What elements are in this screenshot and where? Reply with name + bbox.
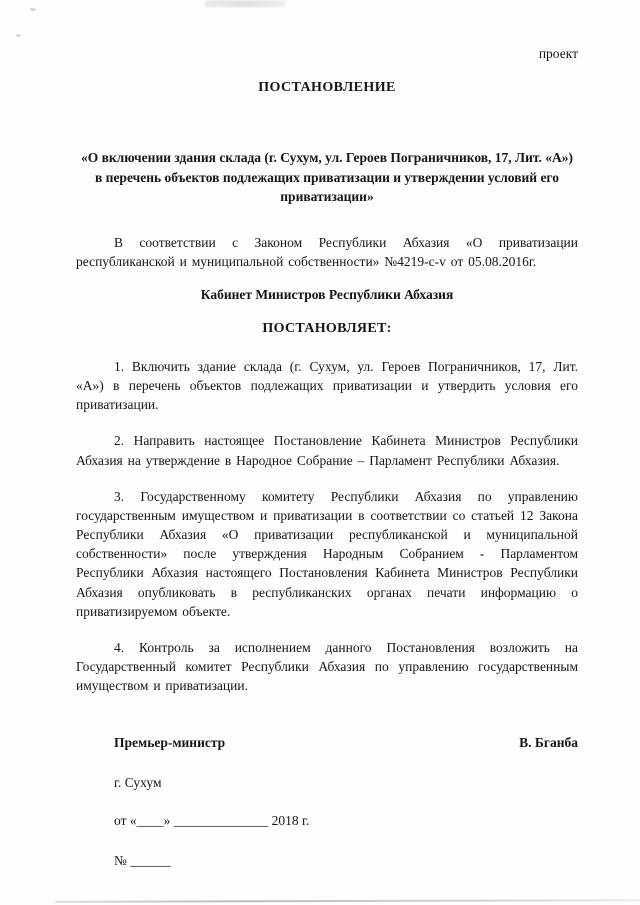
authority-line: Кабинет Министров Республики Абхазия [200,287,454,302]
scan-artifact-dot [30,8,36,11]
clause-1: 1. Включить здание склада (г. Сухум, ул. Героев Пограничников, 17, Лит. «А») в перечень объектов подлежащих приватизации и утвердить условия его приватизации. [76,359,578,413]
preamble-paragraph: В соответствии с Законом Республики Абхазия «О приватизации республиканской и муниципальной собственности» №4219-с-v от 05.08.2016г. [76,234,578,269]
place-line: г. Сухум [114,775,162,791]
signature-role: Премьер-министр [114,735,226,751]
resolves-line: ПОСТАНОВЛЯЕТ: [262,321,392,336]
clause-2: 2. Направить настоящее Постановление Кабинета Министров Республики Абхазия на утверждение в Народное Собрание – Парламент Республики Абхазия. [76,433,578,468]
scan-artifact-smudge [205,0,285,7]
clause-4: 4. Контроль за исполнением данного Постановления возложить на Государственный комитет Республики Абхазия по управлению государственным имуществом и приватизации. [76,639,578,694]
signature-name: В. Бганба [519,735,578,751]
draft-label: проект [538,46,578,61]
clause-3: 3. Государственному комитету Республики Абхазия по управлению государственным имуществом и приватизации в соответствии со статьей 12 Закона Республики Абхазия «О приватизации республиканской и муниципальной собственности» после утверждения Народным Собранием - Парламентом Республики Абхазия настоящего Постановления Кабинета Министров Республики Абхазия опубликовать в республиканских органах печати информацию о приватизируемом объекте. [76,488,578,619]
number-line: № ______ [114,853,171,869]
date-line: от «____» ______________ 2018 г. [114,813,310,829]
scan-artifact-edge-line [55,899,640,903]
signature-row [114,735,578,751]
scan-artifact-dot [16,34,21,37]
document-content [76,46,578,869]
document-subject: «О включении здания склада (г. Сухум, ул. Героев Пограничников, 17, Лит. «А») в перечень объектов подлежащих приватизации и утверждении условий его приватизации» [80,150,574,205]
document-title: ПОСТАНОВЛЕНИЕ [258,80,396,95]
